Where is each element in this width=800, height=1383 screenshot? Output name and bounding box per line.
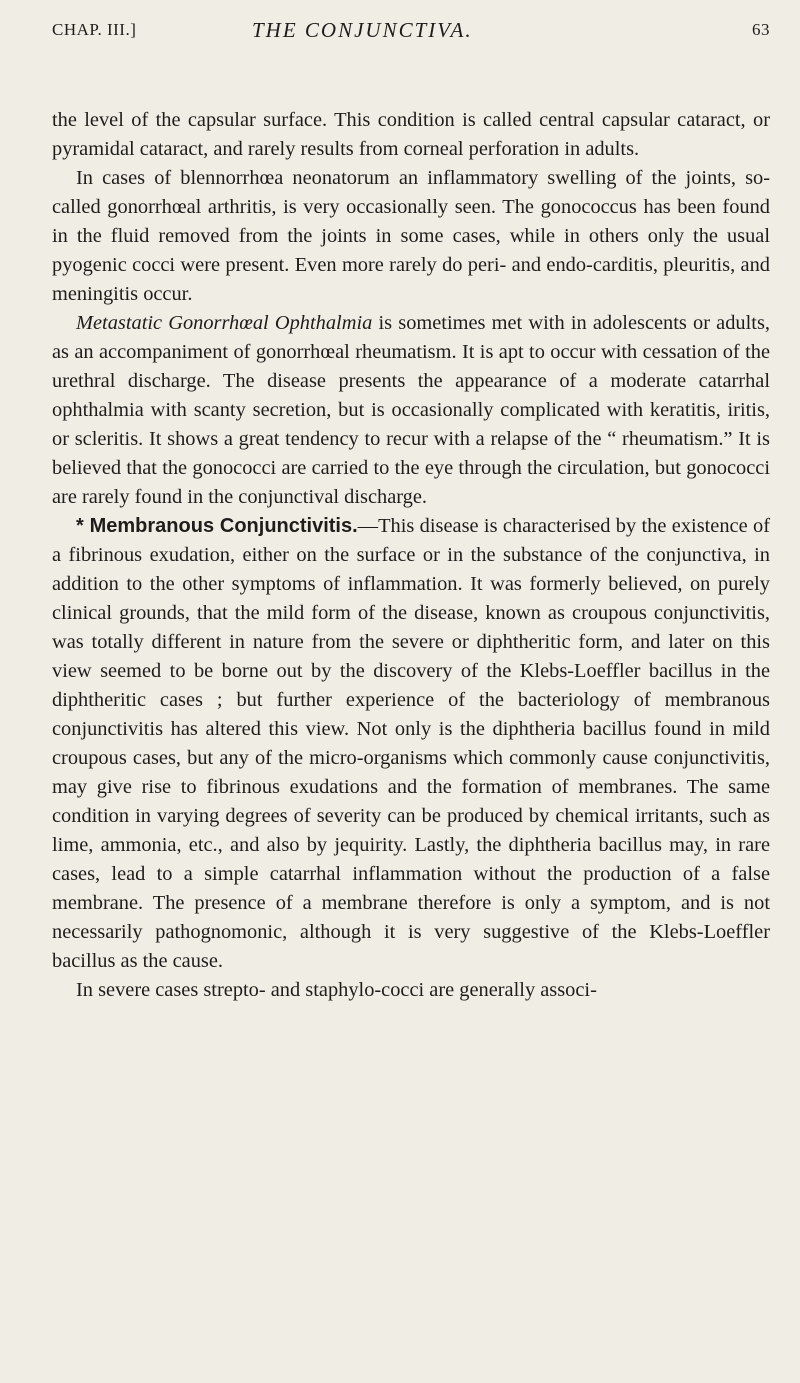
paragraph-severe-cases: In severe cases strepto- and staphylo-cocci are generally associ- — [76, 979, 597, 1001]
membranous-body: —This disease is characterised by the existence of a fibrinous exudation, either on the surface or in the substance of the conjunctiva, in addition to the other symptoms of inflammation. It was formerly believed, on purely clinical grounds, that the mild form of the disease, known as croupous conjunctivitis, was totally different in nature from the severe or diphtheritic form, and later on this view seemed to be borne out by the discovery of the Klebs-Loeffler bacillus in the diphtheritic cases ; but further experience of the bacteriology of membranous conjunctivitis has altered this view. Not only is the diphtheria bacillus found in mild croupous cases, but any of the micro-organisms which commonly cause conjunctivitis, may give rise to fibrinous exudations and the formation of membranes. The same condition in varying degrees of severity can be produced by chemical irritants, such as lime, ammonia, etc., and also by jequirity. Lastly, the diphtheria bacillus may, in rare cases, lead to a simple catarrhal inflammation without the production of a false membrane. The presence of a membrane therefore is only a symptom, and is not necessarily pathognomonic, although it is very suggestive of the Klebs-Loeffler bacillus as the cause. — [52, 515, 770, 972]
paragraph-membranous — [52, 512, 770, 976]
membranous-heading: * Membranous Conjunctivitis. — [76, 515, 358, 537]
paragraph-metastatic — [52, 309, 770, 512]
running-title: THE CONJUNCTIVA. — [252, 18, 473, 42]
body-text — [52, 106, 770, 1005]
running-head — [52, 14, 770, 56]
page-number: 63 — [752, 20, 770, 39]
chapter-label: CHAP. III.] — [52, 20, 137, 39]
paragraph-capsular: the level of the capsular surface. This condition is called central capsular cataract, or pyramidal cataract, and rarely results from corneal perforation in adults. — [52, 109, 770, 160]
paragraph-arthritis: In cases of blennorrhœa neonatorum an inflammatory swelling of the joints, so-called gonorrhœal arthritis, is very occasionally seen. The gonococcus has been found in the fluid removed from the joints in some cases, while in others only the usual pyogenic cocci were present. Even more rarely do peri- and endo-carditis, pleuritis, and meningitis occur. — [52, 167, 770, 305]
metastatic-body: is sometimes met with in adolescents or adults, as an accompaniment of gonorrhœal rheumatism. It is apt to occur with cessation of the urethral discharge. The disease presents the appearance of a moderate catarrhal ophthalmia with scanty secretion, but is occasionally complicated with keratitis, iritis, or scleritis. It shows a great tendency to recur with a relapse of the “ rheumatism.” It is believed that the gonococci are carried to the eye through the circulation, but gonococci are rarely found in the conjunctival discharge. — [52, 312, 770, 508]
metastatic-heading: Metastatic Gonorrhœal Ophthalmia — [76, 312, 373, 334]
book-page — [52, 14, 770, 1005]
